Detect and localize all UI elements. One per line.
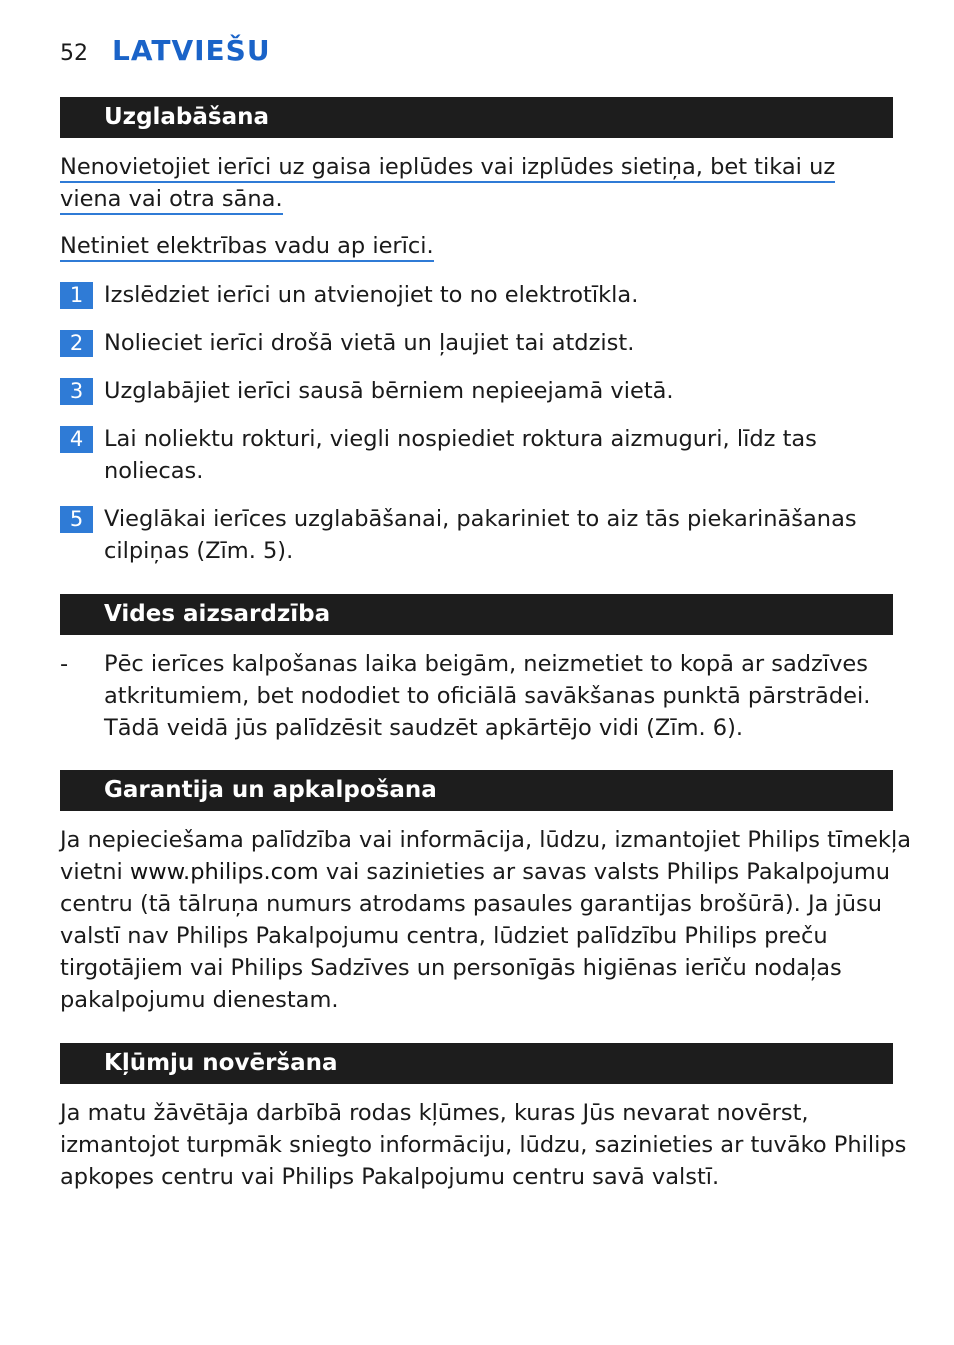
warning-line: Nenovietojiet ierīci uz gaisa ieplūdes vai izplūdes sietiņa, bet tikai uz <box>60 154 835 183</box>
language-title: LATVIEŠU <box>112 34 271 67</box>
step-number: 5 <box>60 506 93 533</box>
text-line: Pēc ierīces kalpošanas laika beigām, neizmetiet to kopā ar sadzīves <box>104 651 869 677</box>
text-line: apkopes centru vai Philips Pakalpojumu centru savā valstī. <box>60 1164 720 1190</box>
step-text: Vieglākai ierīces uzglabāšanai, pakariniet to aiz tās piekarināšanas <box>104 506 857 532</box>
text-line: atkritumiem, bet nododiet to oficiālā savākšanas punktā pārstrādei. <box>104 683 871 709</box>
section-header-storage: Uzglabāšana <box>60 97 893 138</box>
step-text: noliecas. <box>104 458 204 484</box>
step-text: Izslēdziet ierīci un atvienojiet to no elektrotīkla. <box>104 282 639 308</box>
text-line: Ja matu žāvētāja darbībā rodas kļūmes, kuras Jūs nevarat novērst, <box>60 1100 809 1126</box>
warranty-text <box>60 824 911 1016</box>
philips-website-link[interactable]: www.philips.com <box>129 859 319 885</box>
step-number: 3 <box>60 378 93 405</box>
bullet-dash: - <box>60 651 69 677</box>
text-line: Ja nepieciešama palīdzība vai informācija, lūdzu, izmantojiet Philips tīmekļa <box>60 827 912 853</box>
warning-cord <box>60 230 434 262</box>
text-line: izmantojot turpmāk sniegto informāciju, lūdzu, sazinieties ar tuvāko Philips <box>60 1132 907 1158</box>
step-text: Lai noliektu rokturi, viegli nospiediet roktura aizmuguri, līdz tas <box>104 426 817 452</box>
step-4 <box>60 423 893 487</box>
text-line: Tādā veidā jūs palīdzēsit saudzēt apkārtējo vidi (Zīm. 6). <box>104 715 744 741</box>
page-header <box>60 34 271 74</box>
step-5 <box>60 503 893 567</box>
text-line: centru (tā tālruņa numurs atrodams pasaules garantijas brošūrā). Ja jūsu <box>60 891 883 917</box>
warning-line: Netiniet elektrības vadu ap ierīci. <box>60 233 434 262</box>
warning-line: viena vai otra sāna. <box>60 186 283 215</box>
step-text: Uzglabājiet ierīci sausā bērniem nepieejamā vietā. <box>104 378 674 404</box>
step-number: 4 <box>60 426 93 453</box>
step-text: cilpiņas (Zīm. 5). <box>104 538 294 564</box>
troubleshooting-text <box>60 1097 906 1193</box>
text-line: valstī nav Philips Pakalpojumu centra, lūdziet palīdzību Philips preču <box>60 923 828 949</box>
section-header-troubleshooting: Kļūmju novēršana <box>60 1043 893 1084</box>
text-fragment: vai sazinieties ar savas valsts Philips Pakalpojumu <box>318 859 891 885</box>
step-number: 2 <box>60 330 93 357</box>
text-fragment: vietni <box>60 859 130 885</box>
page-number: 52 <box>60 41 88 66</box>
section-header-warranty: Garantija un apkalpošana <box>60 770 893 811</box>
environment-text <box>104 648 870 744</box>
text-line: tirgotājiem vai Philips Sadzīves un personīgās higiēnas ierīču nodaļas <box>60 955 842 981</box>
text-line: pakalpojumu dienestam. <box>60 987 339 1013</box>
warning-placement <box>60 151 835 215</box>
section-header-environment: Vides aizsardzība <box>60 594 893 635</box>
step-text: Nolieciet ierīci drošā vietā un ļaujiet tai atdzist. <box>104 330 635 356</box>
step-number: 1 <box>60 282 93 309</box>
text-line <box>60 856 911 888</box>
